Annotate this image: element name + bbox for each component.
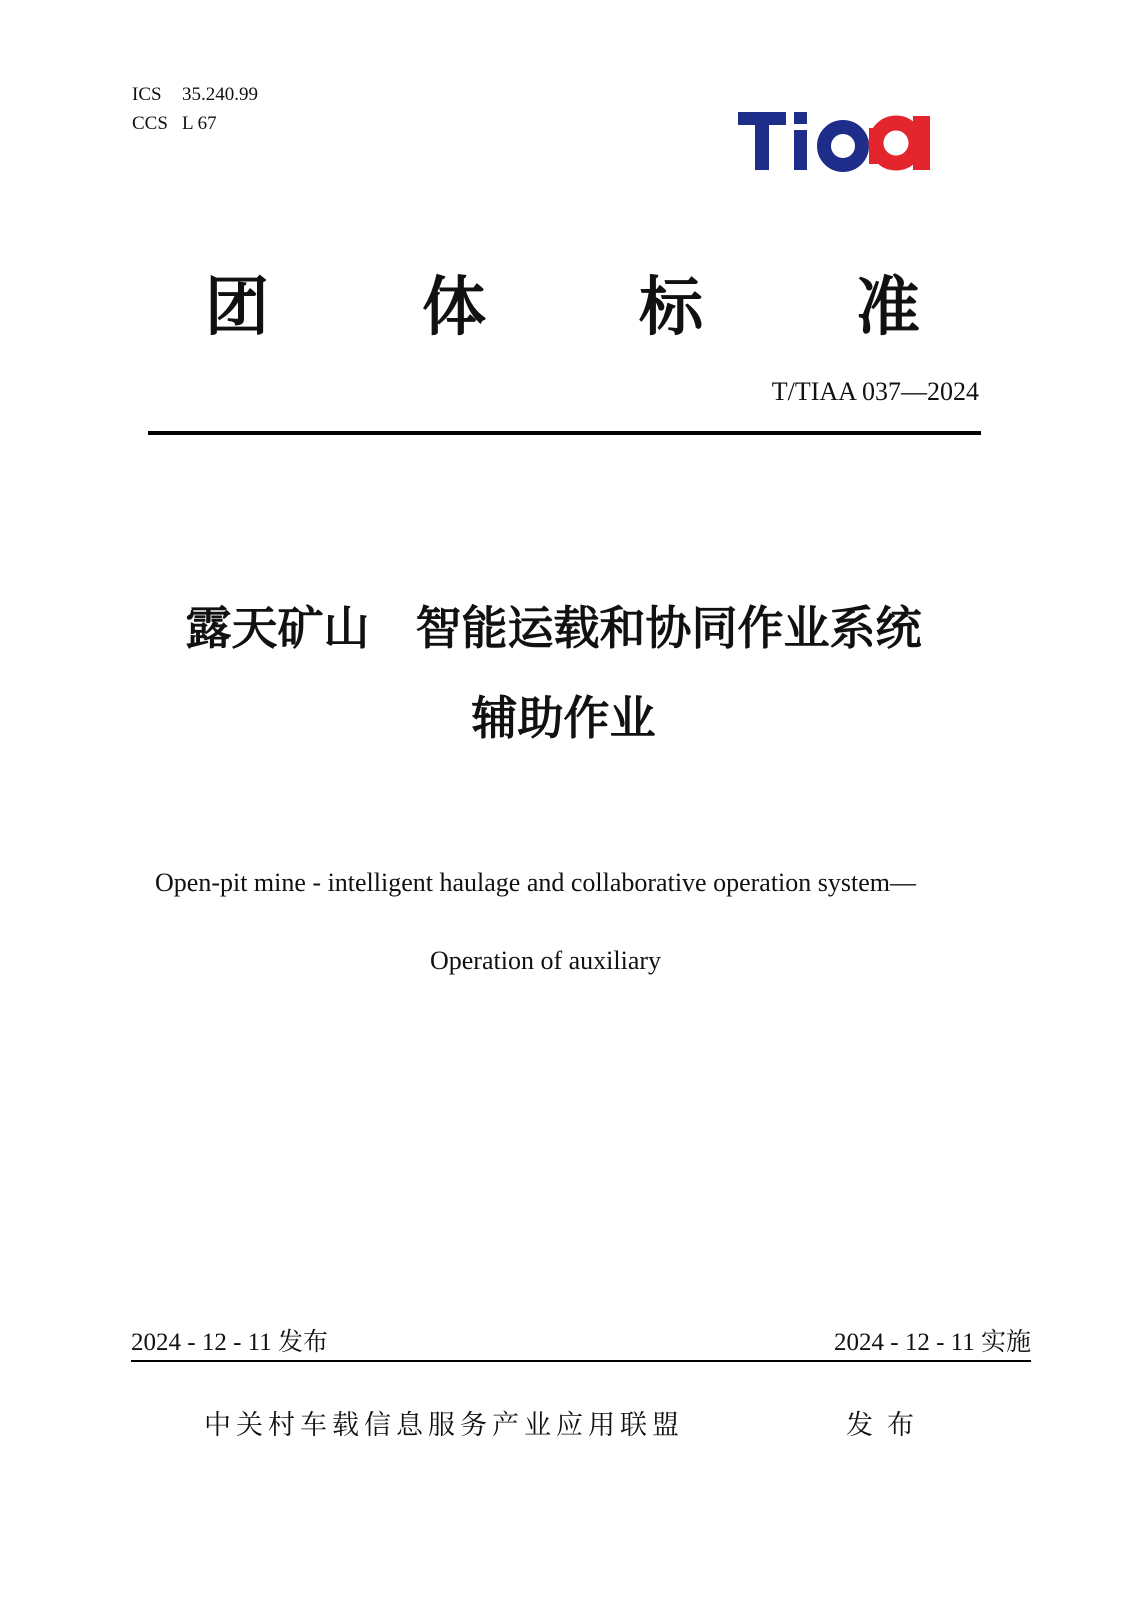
- ics-label: ICS: [132, 84, 162, 105]
- logo-overlap: [869, 128, 878, 164]
- logo-letter-a-red-stem: [913, 116, 930, 170]
- ccs-classification: [132, 112, 217, 136]
- publisher-name: 中关村车载信息服务产业应用联盟: [204, 1410, 684, 1441]
- standard-number: T/TIAA 037—2024: [771, 377, 979, 406]
- chinese-title-line-1: 露天矿山 智能运载和协同作业系统: [185, 601, 922, 655]
- implementation-date: [834, 1326, 1031, 1359]
- ccs-label: CCS: [132, 113, 168, 134]
- issue-date: [131, 1326, 328, 1359]
- ics-code: 35.240.99: [182, 84, 258, 105]
- document-type-heading: [205, 268, 920, 348]
- logo-letter-t-stem: [755, 112, 769, 170]
- document-type-char: 准: [856, 271, 920, 345]
- logo-letter-a-red: [876, 123, 916, 163]
- chinese-title-line-2: 辅助作业: [471, 691, 656, 745]
- document-type-char: 标: [639, 271, 703, 345]
- footer-divider: [131, 1360, 1031, 1362]
- ics-classification: [132, 83, 258, 107]
- english-title-line-1: Open-pit mine - intelligent haulage and collaborative operation system—: [155, 868, 916, 897]
- issue-date-label: 发布: [277, 1327, 328, 1356]
- implementation-date-label: 实施: [980, 1327, 1031, 1356]
- logo-letter-i-stem: [794, 130, 807, 170]
- tiaa-logo: [738, 108, 934, 174]
- document-type-char: 体: [422, 271, 486, 345]
- logo-letter-a-blue: [824, 127, 862, 165]
- ccs-code: L 67: [182, 113, 217, 134]
- issue-date-value: 2024 - 12 - 11: [131, 1329, 272, 1356]
- document-type-char: 团: [205, 271, 269, 345]
- header-divider: [148, 431, 981, 435]
- english-title-line-2: Operation of auxiliary: [429, 946, 662, 975]
- publisher-action: 发布: [846, 1410, 928, 1441]
- implementation-date-value: 2024 - 12 - 11: [834, 1329, 975, 1356]
- logo-letter-i-dot: [794, 112, 807, 124]
